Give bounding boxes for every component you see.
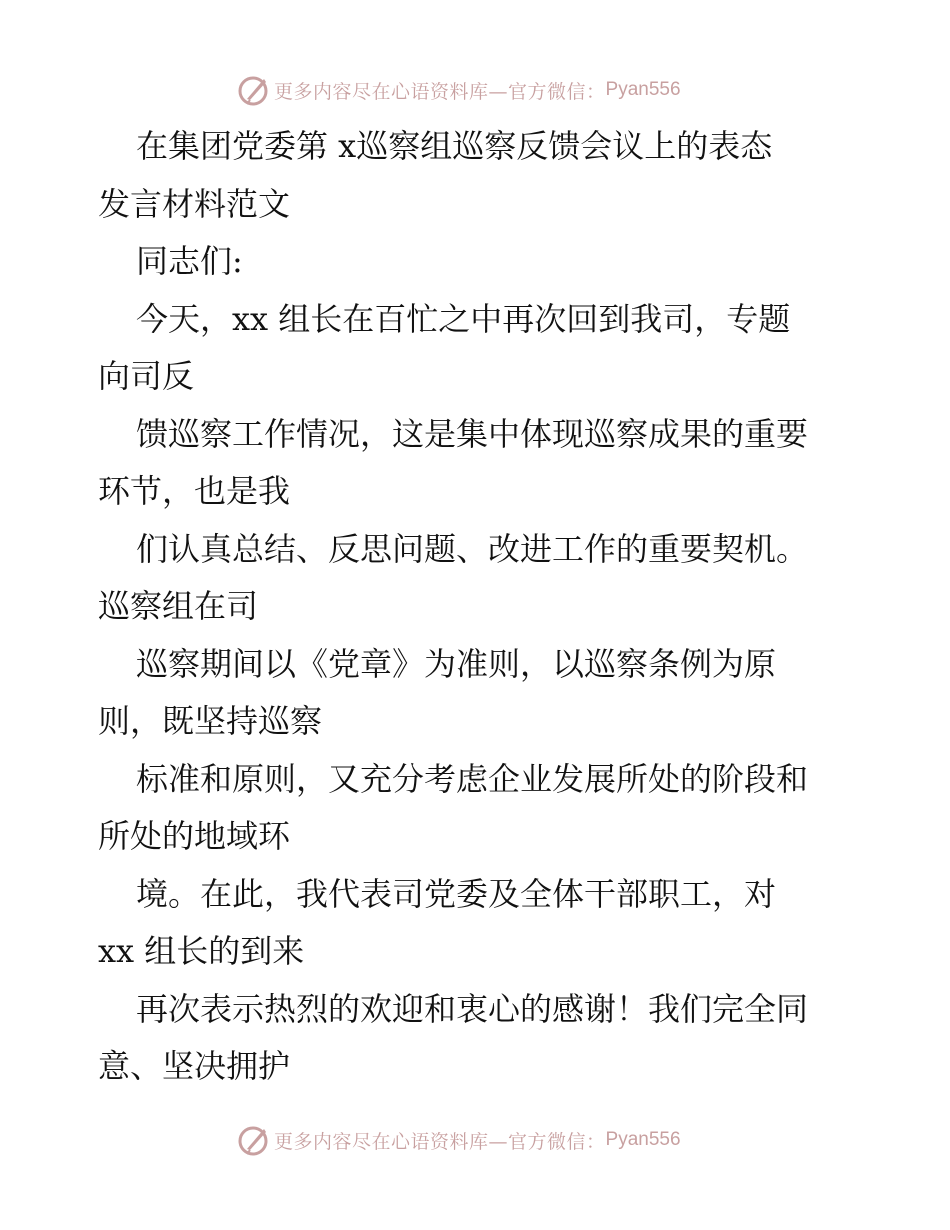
document-body	[98, 118, 858, 1096]
doc-line: 境。在此，我代表司党委及全体干部职工，对	[136, 874, 777, 913]
watermark-text: 更多内容尽在心语资料库—官方微信：	[274, 80, 606, 103]
doc-line: 所处的地域环	[98, 817, 291, 855]
doc-line: 标准和原则，又充分考虑企业发展所处的阶段和	[136, 759, 809, 798]
doc-line: 巡察组在司	[98, 587, 259, 625]
doc-line: 们认真总结、反思问题、改进工作的重要契机。	[136, 529, 809, 568]
footer-watermark	[238, 1122, 681, 1158]
doc-salutation: 同志们:	[136, 242, 243, 280]
doc-line: xx 组长的到来	[98, 932, 305, 970]
watermark-account: Pyan556	[605, 1129, 681, 1150]
doc-line: 馈巡察工作情况，这是集中体现巡察成果的重要	[136, 414, 809, 453]
doc-paragraph	[98, 291, 858, 1096]
doc-line: 意、坚决拥护	[98, 1047, 291, 1085]
doc-line: 环节，也是我	[98, 472, 291, 510]
doc-title-line: 在集团党委第 x巡察组巡察反馈会议上的表态	[136, 127, 773, 165]
doc-line: 巡察期间以《党章》为准则，以巡察条例为原	[136, 644, 777, 683]
doc-line: 向司反	[98, 357, 195, 395]
header-watermark	[238, 72, 681, 108]
watermark-text: 更多内容尽在心语资料库—官方微信：	[274, 1130, 606, 1153]
doc-line: 则，既坚持巡察	[98, 702, 323, 740]
watermark-account: Pyan556	[605, 79, 681, 100]
quill-logo-icon	[238, 1123, 272, 1157]
doc-line: 今天，xx 组长在百忙之中再次回到我司，专题	[136, 299, 791, 338]
quill-logo-icon	[238, 73, 272, 107]
doc-title-line: 发言材料范文	[98, 184, 291, 223]
doc-line: 再次表示热烈的欢迎和衷心的感谢！我们完全同	[136, 989, 809, 1028]
